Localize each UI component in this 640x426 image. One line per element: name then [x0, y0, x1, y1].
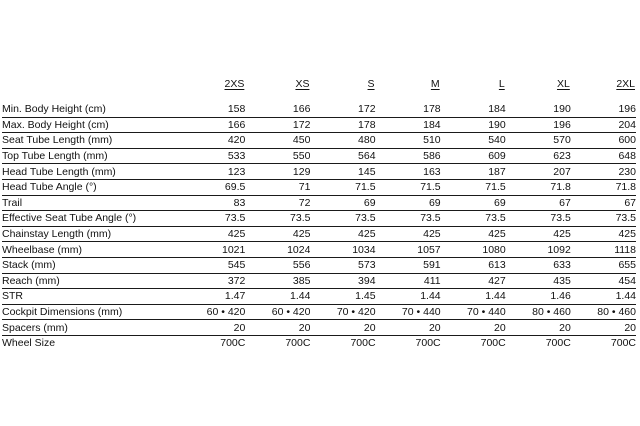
table-row: [2, 211, 636, 227]
geometry-table: [2, 72, 636, 351]
row-value: 80 • 460: [571, 304, 636, 320]
row-value: 70 • 440: [376, 304, 441, 320]
row-value: 700C: [220, 337, 246, 350]
row-value: 700C: [610, 337, 636, 350]
row-value: 166: [180, 117, 245, 133]
row-value: 1.47: [180, 289, 245, 305]
size-heading-label: 2XL: [616, 78, 635, 90]
row-value: 163: [376, 164, 441, 180]
row-value: 172: [310, 102, 375, 117]
row-value: 187: [441, 164, 506, 180]
row-value: 67: [571, 195, 636, 211]
row-value: 80 • 460: [506, 304, 571, 320]
row-value: 425: [571, 226, 636, 242]
row-value: 655: [571, 257, 636, 273]
row-value: 166: [245, 102, 310, 117]
row-value: 123: [180, 164, 245, 180]
row-value: 480: [310, 133, 375, 149]
geometry-rows: [2, 90, 636, 351]
row-value: 20: [245, 320, 310, 336]
row-value: 540: [441, 133, 506, 149]
row-label: Cockpit Dimensions (mm): [2, 304, 180, 320]
row-value: 1034: [310, 242, 375, 258]
row-value: 73.5: [441, 211, 506, 227]
size-heading: [245, 72, 310, 90]
row-value: 71.5: [310, 179, 375, 195]
row-value: 207: [506, 164, 571, 180]
row-value: 1.44: [441, 289, 506, 305]
row-value: 454: [571, 273, 636, 289]
row-value: 178: [310, 117, 375, 133]
table-row: [2, 289, 636, 305]
row-value: 573: [310, 257, 375, 273]
row-label: Seat Tube Length (mm): [2, 133, 180, 149]
row-value: 70 • 440: [441, 304, 506, 320]
row-value: 425: [441, 226, 506, 242]
size-heading-label: 2XS: [224, 78, 245, 90]
row-value: 427: [441, 273, 506, 289]
row-value: 73.5: [506, 211, 571, 227]
row-label: Chainstay Length (mm): [2, 226, 180, 242]
header-corner: [2, 72, 180, 90]
row-value: 69.5: [180, 179, 245, 195]
row-value: 700C: [545, 337, 571, 350]
size-heading: [506, 72, 571, 90]
row-value: 1080: [441, 242, 506, 258]
row-value: 700C: [415, 337, 441, 350]
row-value: 20: [506, 320, 571, 336]
row-value: 230: [571, 164, 636, 180]
row-value: 600: [571, 133, 636, 149]
row-value: 69: [310, 195, 375, 211]
size-heading: [376, 72, 441, 90]
row-value: 591: [376, 257, 441, 273]
row-value: 204: [571, 117, 636, 133]
row-value: 533: [180, 148, 245, 164]
row-value: 1021: [180, 242, 245, 258]
row-value: 1.44: [245, 289, 310, 305]
table-row: [2, 102, 636, 117]
row-value: 83: [180, 195, 245, 211]
row-value: 435: [506, 273, 571, 289]
row-value: 570: [506, 133, 571, 149]
row-value: 20: [180, 320, 245, 336]
row-label: Min. Body Height (cm): [2, 102, 180, 117]
size-heading-label: L: [498, 78, 505, 90]
table-row: [2, 226, 636, 242]
row-label: Trail: [2, 195, 180, 211]
row-value: 510: [376, 133, 441, 149]
row-value: 425: [310, 226, 375, 242]
row-value: 1.44: [571, 289, 636, 305]
row-value: 172: [245, 117, 310, 133]
size-heading-label: XS: [295, 78, 310, 90]
row-value: 564: [310, 148, 375, 164]
row-label: Spacers (mm): [2, 320, 180, 336]
row-value: 20: [376, 320, 441, 336]
table-row: [2, 133, 636, 149]
row-value: 700C: [350, 337, 376, 350]
row-value: 190: [441, 117, 506, 133]
row-value: 1092: [506, 242, 571, 258]
row-value: 648: [571, 148, 636, 164]
table-row: [2, 257, 636, 273]
row-label: Top Tube Length (mm): [2, 148, 180, 164]
row-value: 73.5: [571, 211, 636, 227]
row-value: 196: [506, 117, 571, 133]
row-value: 633: [506, 257, 571, 273]
row-value: 613: [441, 257, 506, 273]
row-value: 184: [376, 117, 441, 133]
row-value: 190: [506, 102, 571, 117]
row-value: 545: [180, 257, 245, 273]
row-value: 425: [506, 226, 571, 242]
row-value: 1118: [571, 242, 636, 258]
row-value: 450: [245, 133, 310, 149]
row-value: 72: [245, 195, 310, 211]
row-value: 700C: [480, 337, 506, 350]
row-value: 71.8: [506, 179, 571, 195]
table-row: [2, 164, 636, 180]
size-heading-label: M: [430, 78, 440, 90]
size-heading: [441, 72, 506, 90]
table-row: [2, 304, 636, 320]
row-value: 70 • 420: [310, 304, 375, 320]
row-label: STR: [2, 289, 180, 305]
row-value: 73.5: [180, 211, 245, 227]
row-value: 385: [245, 273, 310, 289]
row-value: 73.5: [310, 211, 375, 227]
table-row: [2, 148, 636, 164]
row-value: 411: [376, 273, 441, 289]
size-header: [2, 72, 636, 90]
size-header-row: [2, 72, 636, 90]
row-value: 69: [376, 195, 441, 211]
row-value: 60 • 420: [245, 304, 310, 320]
row-label: Reach (mm): [2, 273, 180, 289]
row-value: 71: [245, 179, 310, 195]
row-value: 73.5: [245, 211, 310, 227]
row-value: 1.46: [506, 289, 571, 305]
table-row: [2, 335, 636, 350]
row-value: 394: [310, 273, 375, 289]
table-row: [2, 273, 636, 289]
row-label: Wheel Size: [2, 337, 56, 350]
size-heading: [571, 72, 636, 90]
row-value: 623: [506, 148, 571, 164]
table-row: [2, 242, 636, 258]
row-value: 60 • 420: [180, 304, 245, 320]
row-value: 73.5: [376, 211, 441, 227]
row-value: 178: [376, 102, 441, 117]
table-row: [2, 320, 636, 336]
row-value: 586: [376, 148, 441, 164]
table-row: [2, 179, 636, 195]
row-value: 700C: [285, 337, 311, 350]
row-label: Wheelbase (mm): [2, 242, 180, 258]
size-heading-label: XL: [556, 78, 570, 90]
row-label: Head Tube Angle (°): [2, 179, 180, 195]
row-value: 20: [571, 320, 636, 336]
row-value: 20: [310, 320, 375, 336]
row-value: 67: [506, 195, 571, 211]
header-spacer: [2, 90, 636, 102]
row-value: 20: [441, 320, 506, 336]
row-value: 158: [180, 102, 245, 117]
row-value: 425: [245, 226, 310, 242]
size-heading: [180, 72, 245, 90]
size-heading-label: S: [367, 78, 375, 90]
row-value: 1057: [376, 242, 441, 258]
row-value: 420: [180, 133, 245, 149]
row-value: 71.8: [571, 179, 636, 195]
row-label: Stack (mm): [2, 257, 180, 273]
row-value: 129: [245, 164, 310, 180]
row-value: 425: [180, 226, 245, 242]
row-value: 609: [441, 148, 506, 164]
row-value: 71.5: [441, 179, 506, 195]
row-label: Head Tube Length (mm): [2, 164, 180, 180]
row-value: 196: [571, 102, 636, 117]
row-value: 1.44: [376, 289, 441, 305]
row-value: 372: [180, 273, 245, 289]
row-value: 1024: [245, 242, 310, 258]
row-label: Max. Body Height (cm): [2, 117, 180, 133]
row-value: 71.5: [376, 179, 441, 195]
row-value: 425: [376, 226, 441, 242]
row-value: 556: [245, 257, 310, 273]
row-label: Effective Seat Tube Angle (°): [2, 211, 180, 227]
row-value: 69: [441, 195, 506, 211]
row-value: 1.45: [310, 289, 375, 305]
row-value: 550: [245, 148, 310, 164]
size-heading: [310, 72, 375, 90]
row-value: 184: [441, 102, 506, 117]
row-value: 145: [310, 164, 375, 180]
table-row: [2, 117, 636, 133]
table-row: [2, 195, 636, 211]
